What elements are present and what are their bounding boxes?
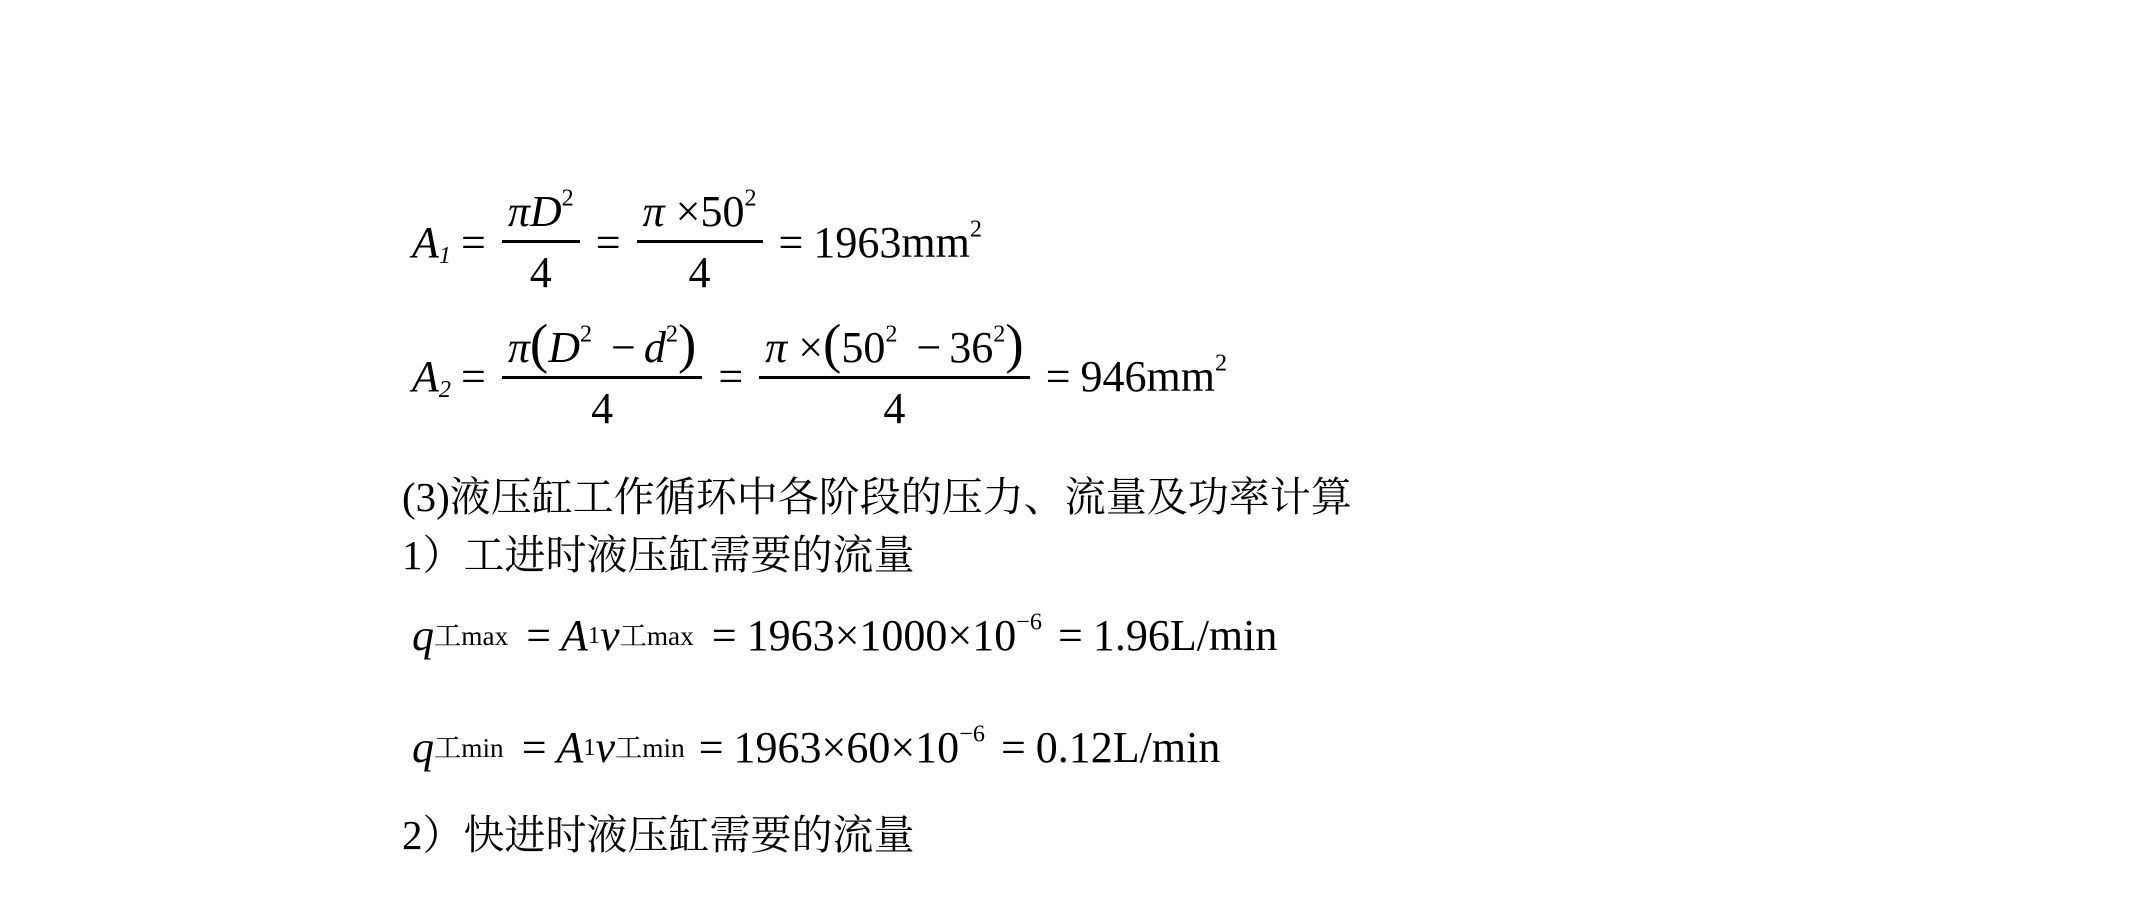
- equals-sign: =: [460, 352, 486, 401]
- a1-symbol: $A_1$: [412, 218, 451, 270]
- q-min-result: 0.12L/min: [1035, 723, 1221, 772]
- fraction-pi-50-36: $\frac{\pi \times(50^2 - 36^2)}{4}$: [759, 322, 1030, 431]
- a2-result: $946mm^2$: [1080, 349, 1228, 401]
- equation-q-max: q 工 max = A 1 v 工 max = $1963\times 1000\times 10^{-6}$ = 1.96L/min: [412, 608, 1278, 660]
- q-min-expression: $1963\times 60\times 10^{-6}$: [733, 720, 985, 772]
- equals-sign: =: [1000, 723, 1026, 772]
- equation-a1: [412, 184, 982, 297]
- q-max-result: 1.96L/min: [1092, 611, 1278, 660]
- step-1-heading: 1）工进时液压缸需要的流量: [402, 532, 915, 578]
- step-2-heading: 2）快进时液压缸需要的流量: [402, 812, 915, 858]
- equals-sign: =: [718, 352, 744, 401]
- section-heading-3: (3)液压缸工作循环中各阶段的压力、流量及功率计算: [402, 474, 1352, 520]
- a1-result: $1963mm^2$: [813, 215, 982, 267]
- q-max-expression: $1963\times 1000\times 10^{-6}$: [746, 608, 1042, 660]
- fraction-pi-50-squared: $\frac{\pi \times 50^2}{4}$: [637, 190, 763, 295]
- equals-sign: =: [521, 723, 547, 772]
- equation-q-min: q 工 min = A 1 v 工 min = $1963\times 60\times 10^{-6}$ = 0.12L/min: [412, 720, 1221, 772]
- a2-symbol: $A_2$: [412, 352, 451, 404]
- equals-sign: =: [711, 611, 737, 660]
- fraction-pi-d2-minus-d2: $\frac{\pi(D^2 - d^2)}{4}$: [502, 322, 703, 431]
- fraction-pi-d-squared: $\frac{\pi D^2}{4}$: [502, 190, 580, 295]
- equals-sign: =: [1058, 611, 1083, 660]
- equals-sign: =: [460, 218, 486, 267]
- equals-sign: =: [595, 218, 621, 267]
- equals-sign: =: [698, 723, 724, 772]
- equation-a2: [412, 313, 1228, 433]
- equals-sign: =: [526, 611, 552, 660]
- equals-sign: =: [1045, 352, 1071, 401]
- equals-sign: =: [778, 218, 804, 267]
